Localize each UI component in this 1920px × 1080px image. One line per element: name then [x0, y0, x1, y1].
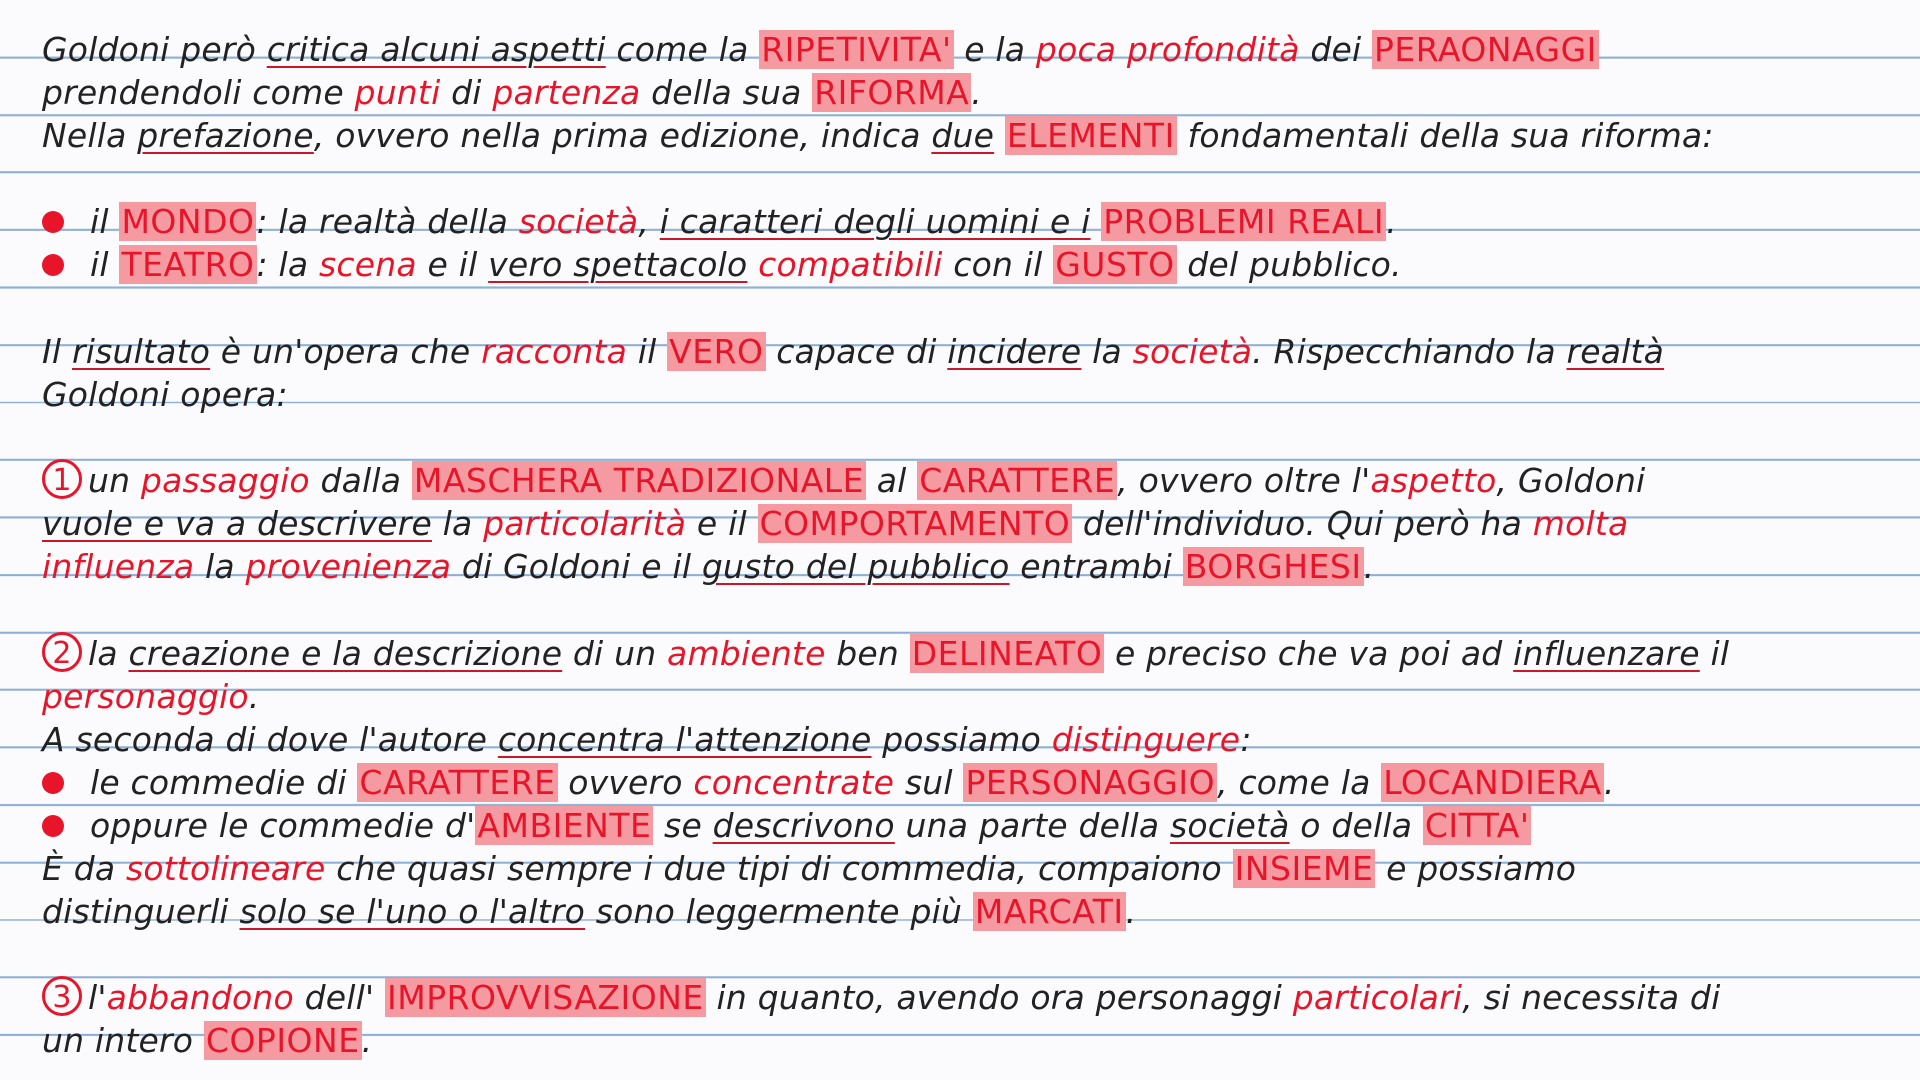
- text-segment: .: [1363, 547, 1375, 586]
- highlighted-keyword: MASCHERA TRADIZIONALE: [413, 461, 865, 500]
- text-segment: la: [194, 547, 246, 586]
- circled-number: 2: [42, 632, 82, 672]
- highlighted-keyword: MONDO: [121, 202, 255, 241]
- text-segment: la: [1081, 332, 1133, 371]
- underlined-text: gusto del pubblico: [701, 547, 1010, 586]
- red-text: provenienza: [245, 547, 452, 586]
- text-segment: .: [1386, 202, 1397, 241]
- text-segment: sono leggermente più: [585, 892, 973, 931]
- text-segment: al: [866, 461, 918, 500]
- text-segment: che quasi sempre i due tipi di commedia, compaiono: [325, 849, 1233, 888]
- highlighted-keyword: CITTA': [1424, 806, 1530, 845]
- text-segment: di: [440, 73, 493, 112]
- text-segment: se: [653, 806, 713, 845]
- text-segment: e il: [416, 245, 489, 284]
- note-line: [42, 1021, 1900, 1061]
- red-text: particolari: [1292, 978, 1463, 1017]
- text-segment: il: [90, 202, 120, 241]
- highlighted-keyword: PERAONAGGI: [1374, 30, 1597, 69]
- text-segment: .: [1125, 892, 1137, 931]
- text-segment: capace di: [765, 332, 948, 371]
- highlighted-keyword: CARATTERE: [359, 763, 556, 802]
- text-segment: il: [90, 245, 120, 284]
- text-segment: di Goldoni e il: [451, 547, 702, 586]
- text-segment: . Rispecchiando la: [1252, 332, 1567, 371]
- underlined-text: i caratteri degli uomini e i: [659, 202, 1091, 241]
- text-segment: di un: [562, 634, 668, 673]
- red-text: distinguere: [1051, 720, 1241, 759]
- text-segment: Goldoni però: [42, 30, 267, 69]
- bullet-dot-icon: [42, 815, 64, 837]
- text-segment: entrambi: [1009, 547, 1183, 586]
- red-text: passaggio: [140, 461, 310, 500]
- red-text: ambiente: [667, 634, 826, 673]
- highlighted-keyword: COMPORTAMENTO: [759, 504, 1071, 543]
- circled-number: 1: [42, 459, 82, 499]
- highlighted-keyword: BORGHESI: [1184, 547, 1362, 586]
- text-segment: la: [431, 504, 484, 543]
- text-segment: .: [248, 677, 260, 716]
- highlighted-keyword: LOCANDIERA: [1383, 763, 1602, 802]
- note-line: [42, 763, 1900, 803]
- highlighted-keyword: PROBLEMI REALI: [1103, 202, 1385, 241]
- text-segment: Il: [42, 332, 72, 371]
- text-segment: , ovvero oltre l': [1117, 461, 1371, 500]
- text-segment: la: [88, 634, 129, 673]
- highlighted-keyword: MARCATI: [974, 892, 1124, 931]
- red-text: sottolineare: [126, 849, 326, 888]
- text-segment: oppure le commedie d': [90, 806, 476, 845]
- text-segment: .: [971, 73, 982, 112]
- text-segment: prendendoli come: [42, 73, 355, 112]
- text-segment: come la: [605, 30, 760, 69]
- underlined-text: realtà: [1566, 332, 1665, 371]
- highlighted-keyword: RIFORMA: [814, 73, 970, 112]
- text-segment: del pubblico.: [1176, 245, 1402, 284]
- text-segment: il: [627, 332, 668, 371]
- text-segment: dell'individuo. Qui però ha: [1072, 504, 1533, 543]
- text-segment: un: [88, 461, 141, 500]
- text-segment: ovvero: [557, 763, 694, 802]
- note-line: [42, 461, 1900, 501]
- underlined-text: influenzare: [1513, 634, 1700, 673]
- text-segment: e preciso che va poi ad: [1104, 634, 1514, 673]
- text-segment: e possiamo: [1375, 849, 1577, 888]
- red-text: personaggio: [42, 677, 249, 716]
- highlighted-keyword: COPIONE: [205, 1021, 360, 1060]
- underlined-text: descrivono: [712, 806, 895, 845]
- note-line: [42, 245, 1900, 285]
- highlighted-keyword: RIPETIVITA': [761, 30, 952, 69]
- note-line: [42, 375, 1900, 415]
- text-segment: , si necessita di: [1462, 978, 1721, 1017]
- note-line: [42, 849, 1900, 889]
- note-line: [42, 634, 1900, 674]
- underlined-text: prefazione: [137, 116, 314, 155]
- text-segment: con il: [942, 245, 1054, 284]
- red-text: punti: [354, 73, 441, 112]
- bullet-dot-icon: [42, 211, 64, 233]
- underlined-text: vero spettacolo: [488, 245, 748, 284]
- text-segment: , ovvero nella prima edizione, indica: [313, 116, 932, 155]
- text-segment: È da: [42, 849, 126, 888]
- text-segment: e il: [686, 504, 758, 543]
- note-line: [42, 332, 1900, 372]
- text-segment: Nella: [42, 116, 138, 155]
- note-line: [42, 978, 1900, 1018]
- highlighted-keyword: AMBIENTE: [477, 806, 652, 845]
- text-segment: un intero: [42, 1021, 204, 1060]
- text-segment: .: [361, 1021, 373, 1060]
- highlighted-keyword: DELINEATO: [911, 634, 1103, 673]
- text-segment: [994, 116, 1005, 155]
- note-line: [42, 116, 1900, 156]
- highlighted-keyword: TEATRO: [121, 245, 255, 284]
- underlined-text: risultato: [72, 332, 211, 371]
- red-text: poca profondità: [1035, 30, 1300, 69]
- text-segment: possiamo: [871, 720, 1052, 759]
- text-segment: l': [88, 978, 107, 1017]
- underlined-text: società: [1170, 806, 1290, 845]
- red-text: abbandono: [106, 978, 294, 1017]
- red-text: compatibili: [758, 245, 943, 284]
- red-text: società: [1132, 332, 1253, 371]
- highlighted-keyword: PERSONAGGIO: [965, 763, 1216, 802]
- highlighted-keyword: ELEMENTI: [1006, 116, 1175, 155]
- text-segment: : la: [256, 245, 320, 284]
- text-segment: [747, 245, 758, 284]
- red-text: influenza: [42, 547, 195, 586]
- text-segment: dei: [1299, 30, 1373, 69]
- highlighted-keyword: GUSTO: [1055, 245, 1175, 284]
- text-segment: o della: [1289, 806, 1423, 845]
- note-line: [42, 547, 1900, 587]
- note-line: [42, 202, 1900, 242]
- note-line: [42, 677, 1900, 717]
- highlighted-keyword: CARATTERE: [919, 461, 1116, 500]
- highlighted-keyword: INSIEME: [1234, 849, 1374, 888]
- bullet-dot-icon: [42, 254, 64, 276]
- text-segment: , come la: [1217, 763, 1382, 802]
- text-segment: della sua: [640, 73, 813, 112]
- note-line: [42, 504, 1900, 544]
- red-text: concentrate: [693, 763, 895, 802]
- circled-number: 3: [42, 976, 82, 1016]
- note-line: [42, 892, 1900, 932]
- text-segment: dalla: [309, 461, 412, 500]
- text-segment: Goldoni opera:: [42, 375, 288, 414]
- text-segment: in quanto, avendo ora personaggi: [705, 978, 1293, 1017]
- text-segment: una parte della: [894, 806, 1170, 845]
- underlined-text: incidere: [947, 332, 1082, 371]
- red-text: molta: [1532, 504, 1629, 543]
- note-line: [42, 73, 1900, 113]
- red-text: racconta: [481, 332, 628, 371]
- note-line: [42, 720, 1900, 760]
- text-segment: ,: [638, 202, 660, 241]
- text-segment: .: [1603, 763, 1615, 802]
- underlined-text: concentra l'attenzione: [497, 720, 872, 759]
- text-segment: A seconda di dove l'autore: [42, 720, 498, 759]
- highlighted-keyword: IMPROVVISAZIONE: [386, 978, 704, 1017]
- text-segment: sul: [894, 763, 964, 802]
- text-segment: distinguerli: [42, 892, 240, 931]
- text-segment: : la realtà della: [256, 202, 519, 241]
- text-segment: le commedie di: [90, 763, 358, 802]
- text-segment: ben: [825, 634, 910, 673]
- underlined-text: due: [931, 116, 995, 155]
- highlighted-keyword: VERO: [669, 332, 764, 371]
- red-text: particolarità: [483, 504, 687, 543]
- red-text: scena: [319, 245, 417, 284]
- text-segment: è un'opera che: [210, 332, 482, 371]
- text-segment: , Goldoni: [1496, 461, 1646, 500]
- underlined-text: vuole e va a descrivere: [42, 504, 432, 543]
- text-segment: dell': [293, 978, 385, 1017]
- text-segment: e la: [953, 30, 1036, 69]
- underlined-text: solo se l'uno o l'altro: [239, 892, 586, 931]
- red-text: aspetto: [1370, 461, 1497, 500]
- underlined-text: critica alcuni aspetti: [266, 30, 606, 69]
- text-segment: il: [1699, 634, 1730, 673]
- underlined-text: creazione e la descrizione: [128, 634, 563, 673]
- red-text: società: [518, 202, 639, 241]
- text-segment: [1091, 202, 1102, 241]
- text-segment: fondamentali della sua riforma:: [1176, 116, 1714, 155]
- note-line: [42, 30, 1900, 70]
- note-line: [42, 806, 1900, 846]
- red-text: partenza: [492, 73, 641, 112]
- text-segment: :: [1240, 720, 1252, 759]
- bullet-dot-icon: [42, 772, 64, 794]
